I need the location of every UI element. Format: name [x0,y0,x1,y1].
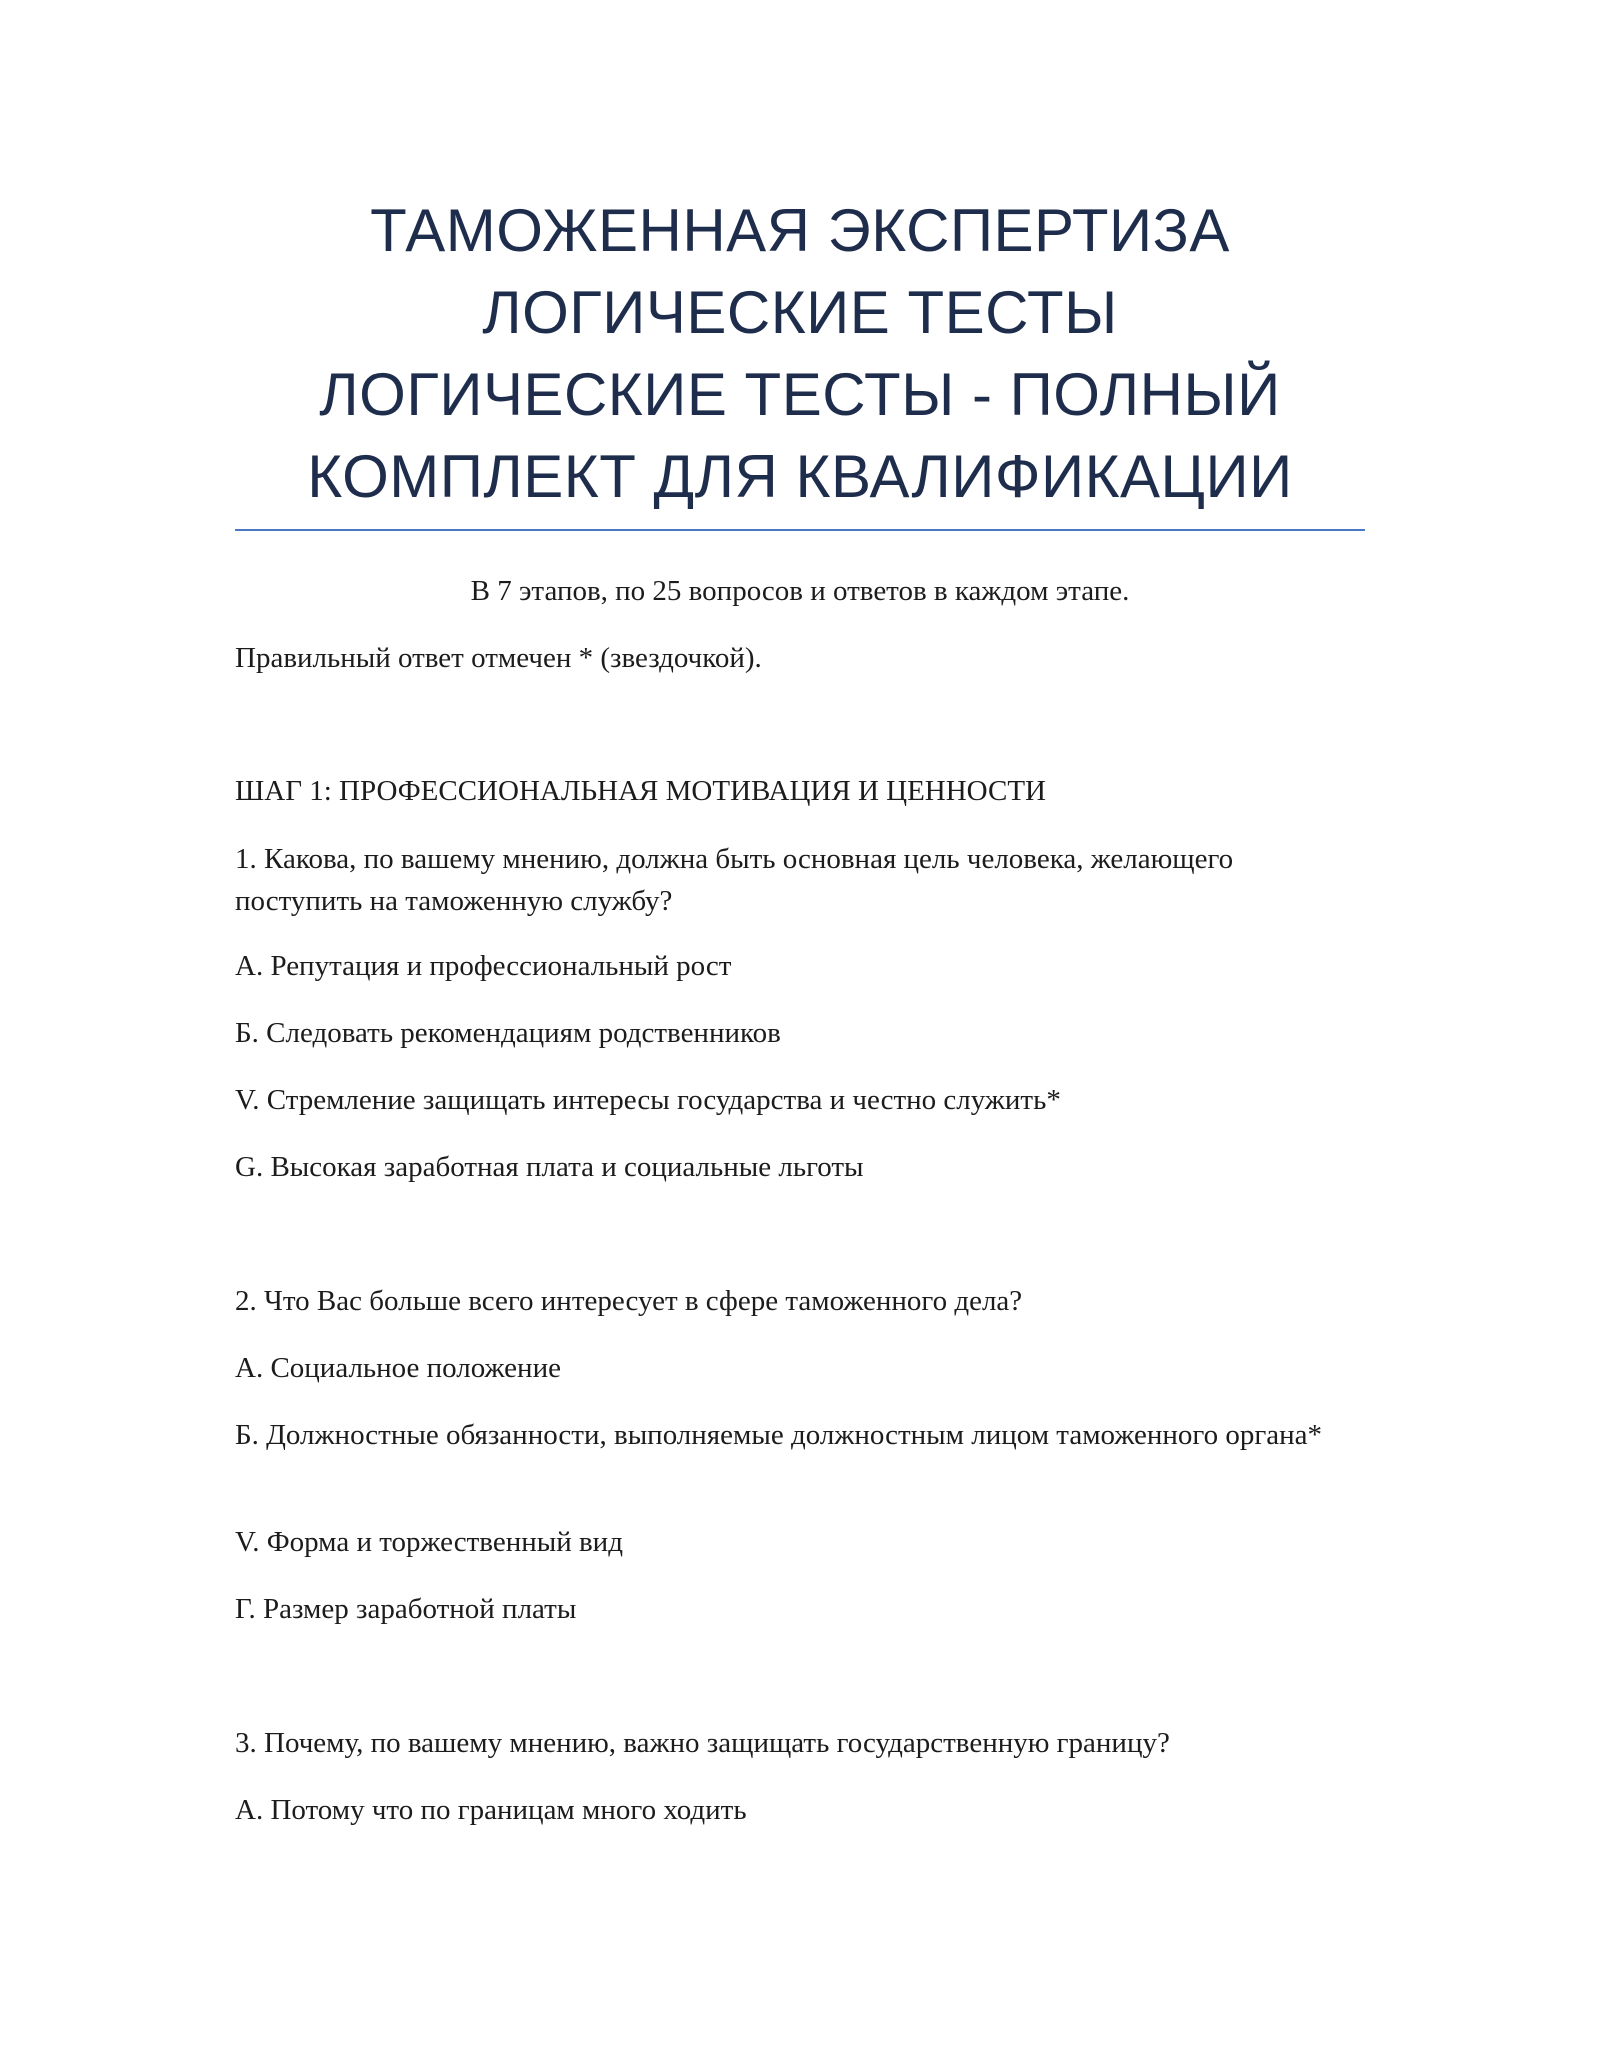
title-line: ЛОГИЧЕСКИЕ ТЕСТЫ [482,279,1118,346]
title-line: ЛОГИЧЕСКИЕ ТЕСТЫ - ПОЛНЫЙ [319,361,1281,428]
question-text: 3. Почему, по вашему мнению, важно защищать государственную границу? [235,1727,1170,1759]
title-line: КОМПЛЕКТ ДЛЯ КВАЛИФИКАЦИИ [307,443,1293,510]
answer-option-correct: V. Стремление защищать интересы государства и честно служить* [235,1084,1061,1116]
answer-option: V. Форма и торжественный вид [235,1526,623,1558]
answer-option: G. Высокая заработная плата и социальные льготы [235,1151,864,1183]
title-line: ТАМОЖЕННАЯ ЭКСПЕРТИЗА [370,197,1230,264]
answer-option-correct: Б. Должностные обязанности, выполняемые должностным лицом таможенного органа* [235,1419,1322,1451]
answer-option: А. Потому что по границам много ходить [235,1794,747,1826]
answer-option: Б. Следовать рекомендациям родственников [235,1017,781,1049]
section-heading: ШАГ 1: ПРОФЕССИОНАЛЬНАЯ МОТИВАЦИЯ И ЦЕННОСТИ [235,775,1046,807]
answer-note: Правильный ответ отмечен * (звездочкой). [235,642,762,674]
title-divider [235,529,1365,531]
answer-option: Г. Размер заработной платы [235,1593,577,1625]
question-text: 2. Что Вас больше всего интересует в сфере таможенного дела? [235,1285,1023,1317]
answer-option: А. Социальное положение [235,1352,561,1384]
stages-info: В 7 этапов, по 25 вопросов и ответов в каждом этапе. [470,575,1130,607]
question-text: 1. Какова, по вашему мнению, должна быть основная цель человека, желающего поступить на таможенную службу? [235,843,1234,917]
answer-option: А. Репутация и профессиональный рост [235,950,732,982]
document-title [235,190,1365,518]
